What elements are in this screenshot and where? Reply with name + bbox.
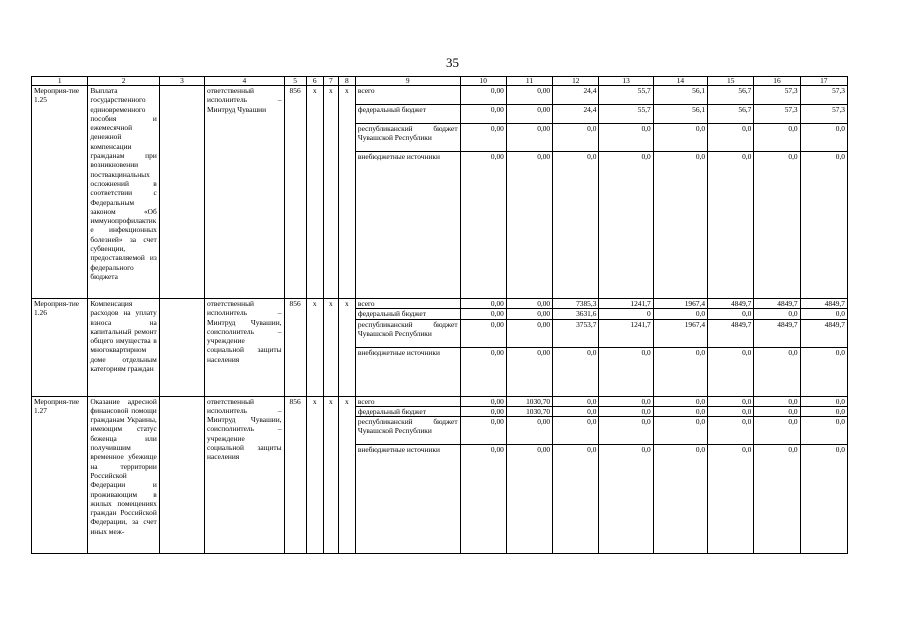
funding-value: 0,00	[506, 445, 552, 554]
budget-code: x	[338, 299, 355, 309]
funding-value: 0,00	[460, 396, 506, 406]
funding-value: 0,0	[754, 124, 800, 152]
funding-value: 0,0	[708, 417, 754, 445]
funding-value: 0,0	[653, 406, 707, 416]
funding-value: 0,0	[708, 445, 754, 554]
header-cell: 6	[306, 77, 323, 86]
funding-value: 4849,7	[708, 299, 754, 309]
funding-source: всего	[355, 299, 460, 309]
header-cell: 15	[708, 77, 754, 86]
funding-value: 0,0	[553, 445, 599, 554]
funding-value: 0,0	[800, 417, 847, 445]
funding-value: 0,0	[599, 396, 653, 406]
funding-value: 1241,7	[599, 319, 653, 347]
funding-value: 0,0	[599, 347, 653, 396]
budget-code-empty	[338, 445, 355, 554]
funding-value: 57,3	[754, 86, 800, 105]
funding-value: 0,0	[800, 347, 847, 396]
funding-value: 0	[599, 309, 653, 319]
funding-value: 0,00	[506, 347, 552, 396]
funding-value: 0,00	[506, 86, 552, 105]
program-activities-table	[31, 76, 848, 554]
budget-code-empty	[323, 417, 338, 445]
budget-code-empty	[323, 105, 338, 124]
activity-description: Компенсация расходов на уплату взноса на капитальный ремонт общего имущества в многоквартирном доме отдельным категориям граждан	[88, 299, 159, 397]
budget-code: x	[323, 299, 338, 309]
funding-value: 1241,7	[599, 299, 653, 309]
budget-code: x	[306, 396, 323, 406]
header-cell: 3	[159, 77, 204, 86]
funding-value: 0,00	[506, 105, 552, 124]
funding-value: 57,3	[754, 105, 800, 124]
funding-value: 0,0	[754, 417, 800, 445]
header-cell: 8	[338, 77, 355, 86]
funding-value: 0,0	[708, 152, 754, 299]
funding-value: 0,0	[708, 396, 754, 406]
budget-code: x	[306, 299, 323, 309]
budget-code-empty	[323, 319, 338, 347]
funding-value: 0,0	[653, 347, 707, 396]
funding-value: 0,0	[708, 347, 754, 396]
funding-value: 1967,4	[653, 319, 707, 347]
funding-value: 0,00	[460, 319, 506, 347]
budget-code-empty	[306, 347, 323, 396]
funding-value: 0,00	[460, 86, 506, 105]
funding-value: 0,0	[754, 309, 800, 319]
activity-executor: ответственный исполнитель – Минтруд Чувашии, соисполнитель – учреждение социальной защиты населения	[205, 299, 284, 397]
funding-value: 0,00	[506, 309, 552, 319]
budget-code-empty	[284, 445, 306, 554]
funding-value: 0,00	[460, 417, 506, 445]
funding-value: 0,0	[653, 396, 707, 406]
budget-code-empty	[323, 152, 338, 299]
budget-code: x	[323, 86, 338, 105]
budget-code: 856	[284, 299, 306, 309]
activity-empty-cell	[159, 396, 204, 554]
funding-value: 56,1	[653, 105, 707, 124]
funding-value: 0,0	[553, 152, 599, 299]
activity-empty-cell	[159, 299, 204, 397]
funding-value: 0,0	[653, 445, 707, 554]
funding-value: 4849,7	[800, 299, 847, 309]
table-row	[32, 86, 848, 105]
budget-code: x	[323, 396, 338, 406]
budget-code: 856	[284, 396, 306, 406]
budget-code-empty	[338, 152, 355, 299]
funding-value: 4849,7	[754, 319, 800, 347]
funding-value: 7385,3	[553, 299, 599, 309]
header-cell: 11	[506, 77, 552, 86]
budget-code-empty	[306, 445, 323, 554]
funding-value: 0,0	[800, 406, 847, 416]
budget-code: x	[338, 86, 355, 105]
funding-value: 0,0	[599, 406, 653, 416]
funding-source: всего	[355, 396, 460, 406]
budget-code-empty	[284, 406, 306, 416]
funding-value: 0,0	[800, 396, 847, 406]
funding-source: федеральный бюджет	[355, 105, 460, 124]
funding-source: республиканский бюджет Чувашской Республики	[355, 124, 460, 152]
funding-value: 0,0	[708, 406, 754, 416]
funding-value: 0,00	[506, 319, 552, 347]
budget-code-empty	[323, 309, 338, 319]
funding-value: 0,0	[599, 124, 653, 152]
budget-code-empty	[306, 105, 323, 124]
budget-code: x	[306, 86, 323, 105]
budget-code-empty	[338, 319, 355, 347]
funding-value: 24,4	[553, 86, 599, 105]
budget-code-empty	[306, 417, 323, 445]
funding-value: 0,0	[754, 152, 800, 299]
budget-code-empty	[338, 309, 355, 319]
header-cell: 9	[355, 77, 460, 86]
funding-value: 3631,6	[553, 309, 599, 319]
funding-source: республиканский бюджет Чувашской Республики	[355, 319, 460, 347]
activity-description: Оказание адресной финансовой помощи гражданам Украины, имеющим статус беженца или получившим временное убежище на территории Российской Федерации и проживающим в жилых помещениях граждан Российской Федерации, за счет иных меж-	[88, 396, 159, 554]
budget-code-empty	[284, 417, 306, 445]
funding-source: всего	[355, 86, 460, 105]
funding-value: 55,7	[599, 105, 653, 124]
funding-source: федеральный бюджет	[355, 406, 460, 416]
funding-value: 56,1	[653, 86, 707, 105]
funding-source: федеральный бюджет	[355, 309, 460, 319]
funding-value: 55,7	[599, 86, 653, 105]
funding-value: 0,0	[653, 417, 707, 445]
funding-value: 0,0	[653, 124, 707, 152]
funding-value: 0,0	[599, 417, 653, 445]
budget-code-empty	[323, 124, 338, 152]
header-cell: 7	[323, 77, 338, 86]
budget-code-empty	[284, 319, 306, 347]
funding-value: 0,0	[553, 347, 599, 396]
funding-value: 0,0	[754, 406, 800, 416]
page-number: 35	[446, 55, 459, 70]
funding-value: 57,3	[800, 105, 847, 124]
funding-value: 0,0	[653, 152, 707, 299]
funding-value: 0,0	[553, 406, 599, 416]
budget-code-empty	[323, 445, 338, 554]
funding-value: 4849,7	[754, 299, 800, 309]
funding-value: 0,0	[800, 124, 847, 152]
activity-code: Мероприя-тие 1.26	[32, 299, 88, 397]
budget-code-empty	[338, 105, 355, 124]
budget-code-empty	[306, 124, 323, 152]
funding-value: 0,0	[553, 417, 599, 445]
funding-value: 4849,7	[800, 319, 847, 347]
funding-value: 24,4	[553, 105, 599, 124]
header-cell: 1	[32, 77, 88, 86]
funding-value: 0,0	[800, 152, 847, 299]
funding-value: 1967,4	[653, 299, 707, 309]
funding-value: 0,0	[754, 396, 800, 406]
budget-code-empty	[338, 124, 355, 152]
activity-executor: ответственный исполнитель – Минтруд Чувашии, соисполнитель – учреждение социальной защиты населения	[205, 396, 284, 554]
budget-code-empty	[284, 152, 306, 299]
header-cell: 4	[205, 77, 284, 86]
funding-value: 4849,7	[708, 319, 754, 347]
funding-source: республиканский бюджет Чувашской Республики	[355, 417, 460, 445]
funding-value: 57,3	[800, 86, 847, 105]
funding-value: 0,00	[460, 299, 506, 309]
activity-code: Мероприя-тие 1.27	[32, 396, 88, 554]
funding-value: 0,0	[800, 309, 847, 319]
budget-code-empty	[338, 347, 355, 396]
activity-executor: ответственный исполнитель – Минтруд Чувашии	[205, 86, 284, 299]
funding-value: 0,00	[460, 445, 506, 554]
funding-value: 0,00	[460, 406, 506, 416]
funding-source: внебюджетные источники	[355, 347, 460, 396]
budget-code-empty	[323, 406, 338, 416]
header-cell: 10	[460, 77, 506, 86]
funding-value: 0,00	[506, 124, 552, 152]
header-cell: 12	[553, 77, 599, 86]
column-number-row	[32, 77, 848, 86]
funding-value: 3753,7	[553, 319, 599, 347]
budget-code-empty	[306, 406, 323, 416]
funding-source: внебюджетные источники	[355, 152, 460, 299]
funding-value: 0,0	[754, 347, 800, 396]
budget-code-empty	[323, 347, 338, 396]
header-cell: 2	[88, 77, 159, 86]
funding-value: 0,00	[506, 152, 552, 299]
activity-code: Мероприя-тие 1.25	[32, 86, 88, 299]
budget-code: 856	[284, 86, 306, 105]
funding-value: 0,0	[553, 124, 599, 152]
funding-value: 0,00	[460, 347, 506, 396]
funding-value: 1030,70	[506, 396, 552, 406]
table-row	[32, 396, 848, 406]
budget-code: x	[338, 396, 355, 406]
budget-code-empty	[306, 152, 323, 299]
funding-value: 1030,70	[506, 406, 552, 416]
activity-description: Выплата государственного единовременного пособия и ежемесячной денежной компенсации гражданам при возникновении поствакцинальных осложнений в соответствии с Федеральным законом «Об иммунопрофилактике инфекционных болезней» за счет субвенции, предоставляемой из федерального бюджета	[88, 86, 159, 299]
budget-code-empty	[284, 105, 306, 124]
header-cell: 17	[800, 77, 847, 86]
funding-value: 0,0	[800, 445, 847, 554]
funding-value: 0,00	[460, 105, 506, 124]
funding-value: 56,7	[708, 86, 754, 105]
header-cell: 13	[599, 77, 653, 86]
funding-value: 0,0	[599, 152, 653, 299]
header-cell: 14	[653, 77, 707, 86]
funding-value: 0,0	[754, 445, 800, 554]
activity-empty-cell	[159, 86, 204, 299]
budget-code-empty	[284, 347, 306, 396]
funding-value: 0,00	[506, 299, 552, 309]
funding-value: 56,7	[708, 105, 754, 124]
budget-code-empty	[338, 406, 355, 416]
budget-code-empty	[284, 309, 306, 319]
funding-value: 0,0	[553, 396, 599, 406]
budget-code-empty	[306, 309, 323, 319]
funding-value: 0,00	[506, 417, 552, 445]
funding-value: 0,0	[599, 445, 653, 554]
funding-value: 0,00	[460, 309, 506, 319]
header-cell: 16	[754, 77, 800, 86]
funding-value: 0,0	[708, 124, 754, 152]
funding-value: 0,0	[653, 309, 707, 319]
header-cell: 5	[284, 77, 306, 86]
funding-source: внебюджетные источники	[355, 445, 460, 554]
funding-value: 0,00	[460, 152, 506, 299]
budget-code-empty	[284, 124, 306, 152]
funding-value: 0,00	[460, 124, 506, 152]
budget-code-empty	[338, 417, 355, 445]
budget-code-empty	[306, 319, 323, 347]
table-row	[32, 299, 848, 309]
funding-value: 0,0	[708, 309, 754, 319]
